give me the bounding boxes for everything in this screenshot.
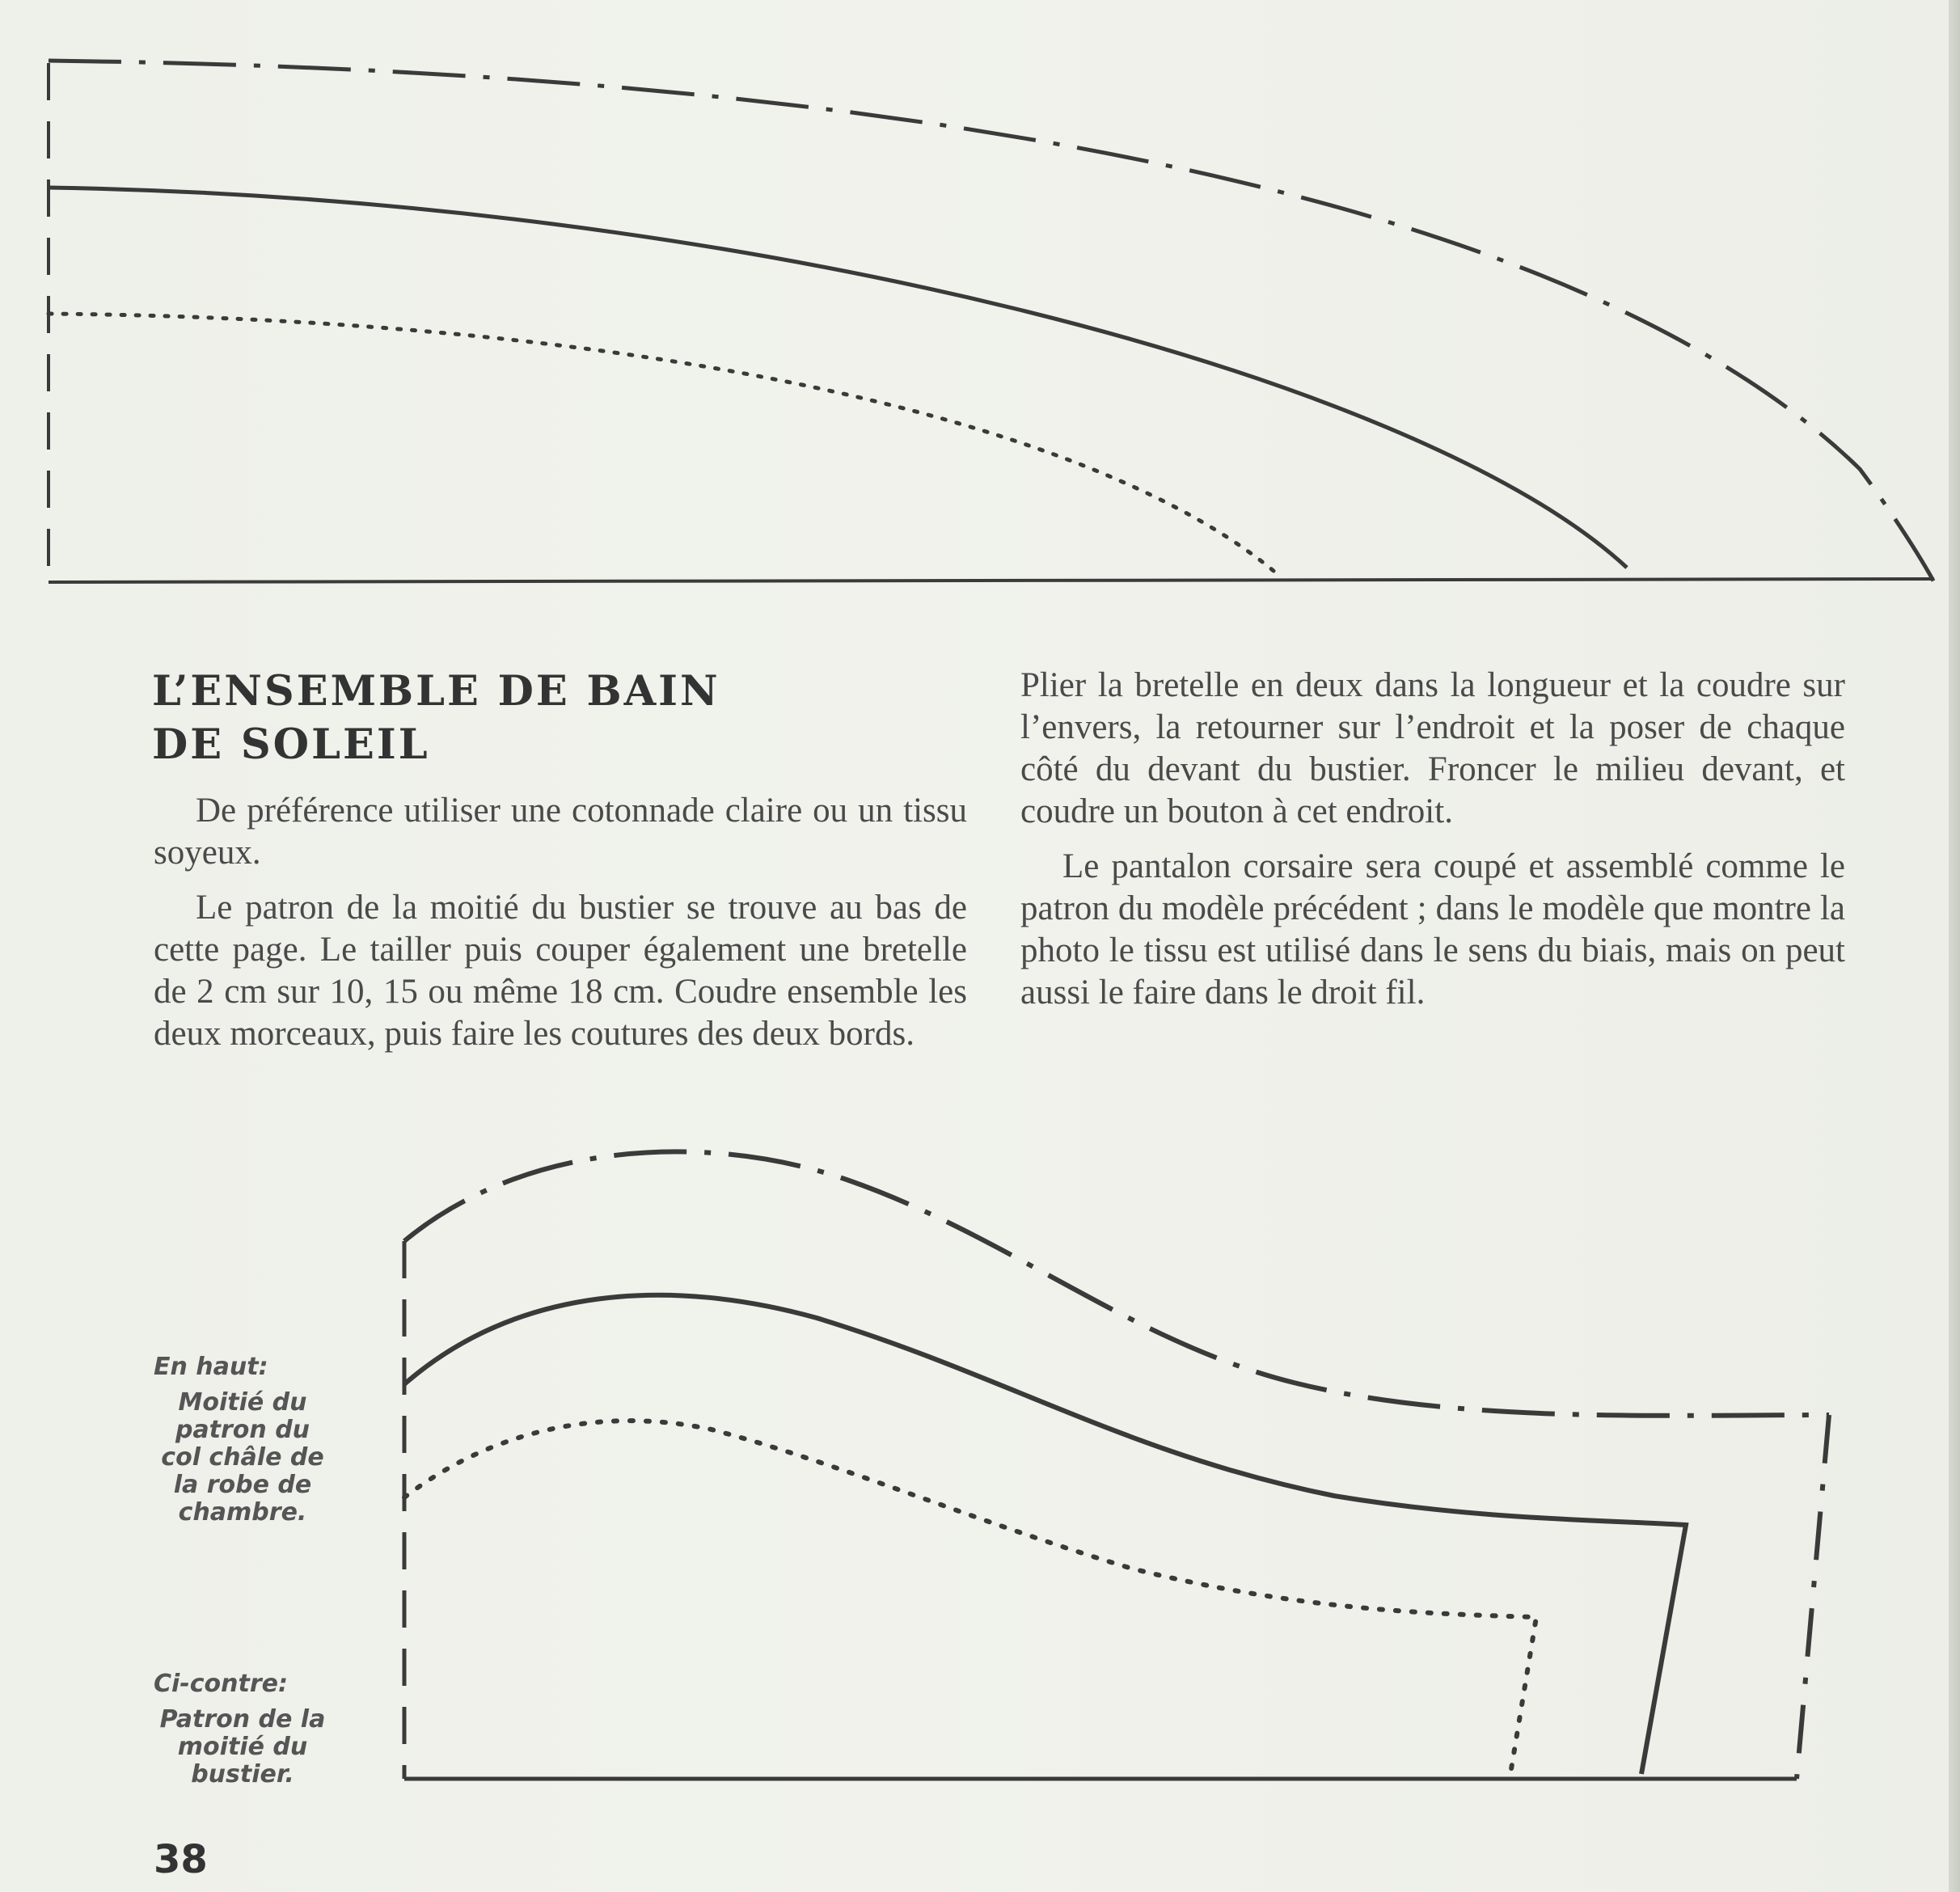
collar-facing-line — [49, 314, 1274, 571]
text-column-left — [154, 790, 967, 1068]
caption-side — [154, 1670, 332, 1789]
bustier-pattern — [404, 1151, 1829, 1779]
collar-cut-line — [49, 61, 1934, 582]
title-line-1: L’ENSEMBLE DE BAIN — [152, 667, 720, 716]
bustier-cut-line — [404, 1151, 1829, 1415]
page-edge-shadow — [1949, 0, 1960, 1892]
bustier-side-cut-line — [1797, 1415, 1829, 1779]
paragraph: Le pantalon corsaire sera coupé et assemblé comme le patron du modèle précédent ; dans le modèle que montre la photo le tissu est utilisé dans le sens du biais, mais on peut aussi le faire dans le droit fil. — [1020, 847, 1845, 1011]
paragraph: De préférence utiliser une cotonnade claire ou un tissu soyeux. — [154, 792, 967, 872]
caption-top — [154, 1354, 332, 1527]
text-column-right — [1020, 665, 1845, 1027]
caption-text: Moitié du patron du col châle de la robe de chambre. — [161, 1388, 324, 1527]
caption-text: Patron de la moitié du bustier. — [159, 1705, 326, 1789]
caption-label: En haut: — [154, 1353, 268, 1381]
article-title — [152, 665, 767, 771]
shawl-collar-pattern — [49, 61, 1934, 582]
bustier-lining-line — [404, 1421, 1536, 1774]
caption-label: Ci-contre: — [154, 1670, 288, 1698]
bustier-stitch-line — [404, 1295, 1686, 1774]
paragraph: Plier la bretelle en deux dans la longueur et la coudre sur l’envers, la retourner sur l’endroit et la poser de chaque côté du devant du bustier. Froncer le milieu devant, et coudre un bouton à cet endroit. — [1020, 666, 1845, 830]
paragraph: Le patron de la moitié du bustier se trouve au bas de cette page. Le tailler puis couper également une bretelle de 2 cm sur 10, 15 ou même 18 cm. Coudre ensemble les deux morceaux, puis faire les coutures des deux bords. — [154, 889, 967, 1053]
page-number: 38 — [154, 1837, 208, 1882]
title-line-2: DE SOLEIL — [152, 720, 430, 769]
collar-stitch-line — [49, 188, 1627, 568]
collar-base-line — [49, 579, 1934, 582]
